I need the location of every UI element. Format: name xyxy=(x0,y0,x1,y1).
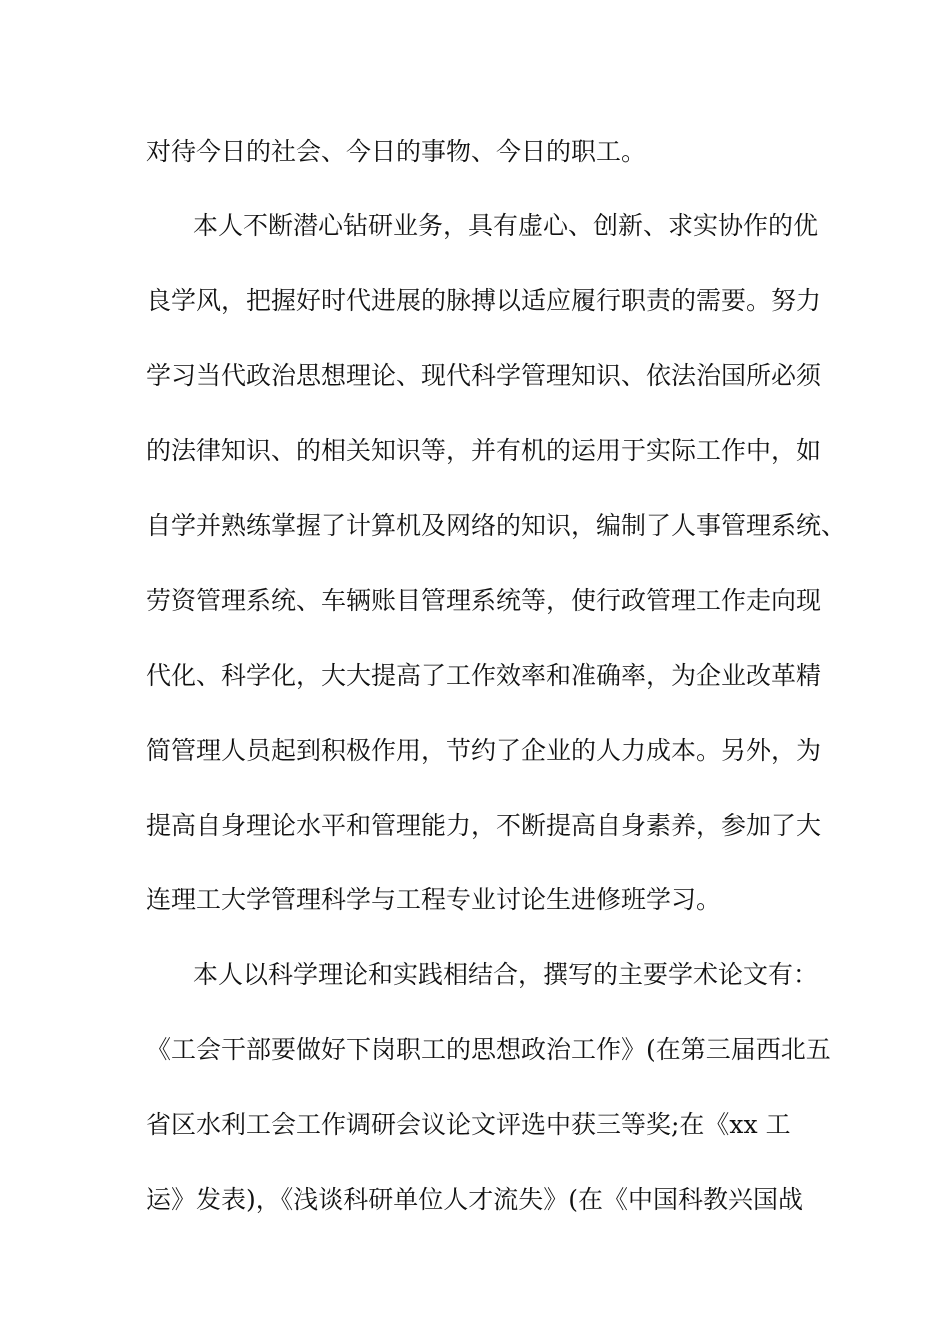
text-line: 代化、科学化，大大提高了工作效率和准确率，为企业改革精 xyxy=(146,661,822,690)
text-line: 自学并熟练掌握了计算机及网络的知识，编制了人事管理系统、 xyxy=(146,511,847,540)
text-line: 的法律知识、的相关知识等，并有机的运用于实际工作中，如 xyxy=(146,436,822,465)
text-line: 劳资管理系统、车辆账目管理系统等，使行政管理工作走向现 xyxy=(146,586,822,615)
text-line: 连理工大学管理科学与工程专业讨论生进修班学习。 xyxy=(146,885,722,914)
paragraph-first-line: 本人以科学理论和实践相结合，撰写的主要学术论文有： xyxy=(193,960,819,989)
text-line: 对待今日的社会、今日的事物、今日的职工。 xyxy=(146,137,647,166)
paragraph-first-line: 本人不断潜心钻研业务，具有虚心、创新、求实协作的优 xyxy=(193,211,819,240)
text-line: 良学风，把握好时代进展的脉搏以适应履行职责的需要。努力 xyxy=(146,286,822,315)
text-line: 提高自身理论水平和管理能力，不断提高自身素养，参加了大 xyxy=(146,811,822,840)
text-line: 学习当代政治思想理论、现代科学管理知识、依法治国所必须 xyxy=(146,361,822,390)
text-line: 《工会干部要做好下岗职工的思想政治工作》(在第三届西北五 xyxy=(146,1035,831,1064)
text-line: 运》发表)，《浅谈科研单位人才流失》(在《中国科教兴国战 xyxy=(146,1185,804,1214)
text-line: 简管理人员起到积极作用，节约了企业的人力成本。另外，为 xyxy=(146,736,822,765)
text-line: 省区水利工会工作调研会议论文评选中获三等奖;在《xx 工 xyxy=(146,1110,791,1139)
